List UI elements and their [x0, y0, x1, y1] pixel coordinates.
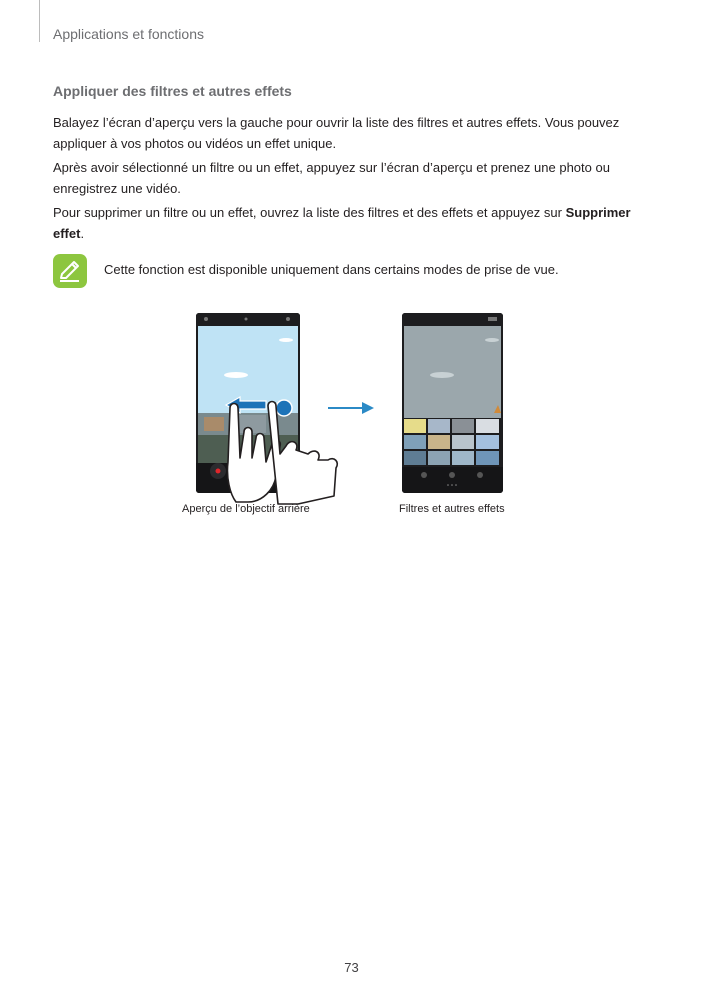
paragraph-remove-end: . — [80, 226, 85, 241]
filters-effects-illustration — [402, 313, 503, 493]
section-title: Appliquer des filtres et autres effets — [53, 83, 292, 99]
note-text: Cette fonction est disponible uniquement dans certains modes de prise de vue. — [104, 262, 559, 277]
header-title: Applications et fonctions — [53, 26, 204, 42]
page-number: 73 — [344, 960, 359, 975]
note-pencil-icon — [53, 254, 87, 288]
paragraph-remove — [53, 202, 653, 244]
caption-filters-effects: Filtres et autres effets — [399, 503, 505, 515]
paragraph-apply: Après avoir sélectionné un filtre ou un effet, appuyez sur l’écran d’aperçu et prenez une photo ou enregistrez une vidéo. — [53, 160, 610, 196]
remove-effect-label: Supprimer effet — [53, 205, 631, 241]
header-rule — [39, 0, 40, 42]
hand-swipe-icon — [216, 398, 346, 508]
paragraph-swipe: Balayez l’écran d’aperçu vers la gauche pour ouvrir la liste des filtres et autres effets. Vous pouvez appliquer à vos photos ou vidéos un effet unique. — [53, 115, 620, 151]
caption-rear-camera-preview: Aperçu de l’objectif arrière — [182, 503, 310, 515]
paragraph-remove-text: Pour supprimer un filtre ou un effet, ouvrez la liste des filtres et des effets et appuyez sur — [53, 205, 566, 220]
